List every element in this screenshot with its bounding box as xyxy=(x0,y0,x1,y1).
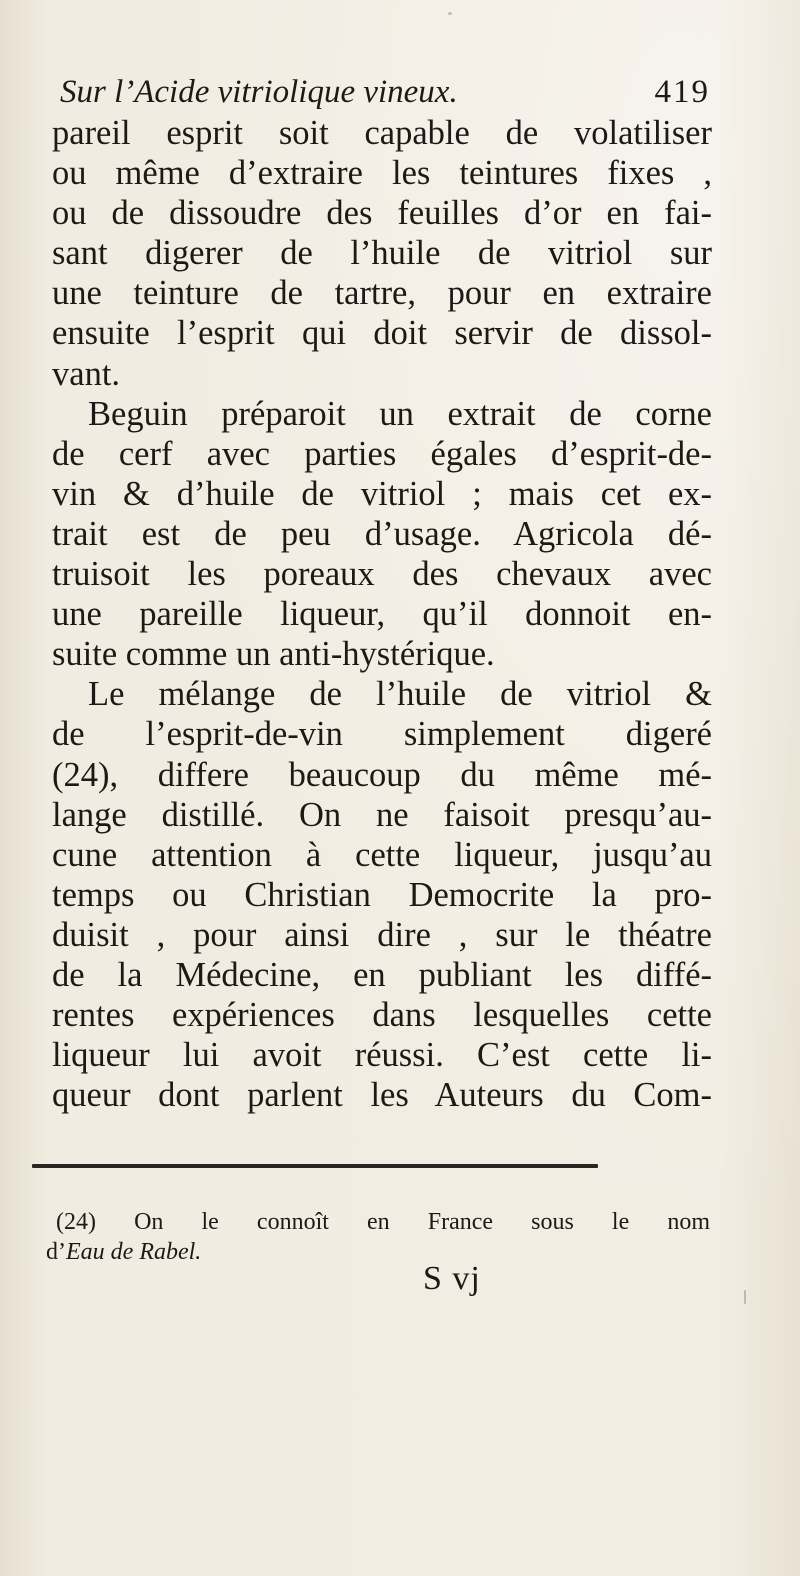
paper-speck xyxy=(448,12,452,15)
text-line: une teinture de tartre, pour en extraire xyxy=(52,274,712,313)
text-line: une pareille liqueur, qu’il donnoit en- xyxy=(52,595,712,634)
footnote-prefix: d’ xyxy=(46,1239,66,1265)
text-line: lange distillé. On ne faisoit presqu’au- xyxy=(52,795,712,834)
paper-speck xyxy=(744,1290,746,1304)
running-header xyxy=(60,70,710,114)
running-title: Sur l’Acide vitriolique vineux. xyxy=(60,74,458,110)
text-line: ensuite l’esprit qui doit servir de dissol- xyxy=(52,314,712,353)
text-line: de la Médecine, en publiant les diffé- xyxy=(52,955,712,994)
text-line: ou de dissoudre des feuilles d’or en fai- xyxy=(52,194,712,233)
text-line: ou même d’extraire les teintures fixes , xyxy=(52,154,712,193)
text-line: suite comme un anti-hystérique. xyxy=(52,635,495,674)
text-line: de l’esprit-de-vin simplement digeré xyxy=(52,715,712,754)
text-line: trait est de peu d’usage. Agricola dé- xyxy=(52,514,712,553)
footnote xyxy=(46,1207,710,1267)
text-line: queur dont parlent les Auteurs du Com- xyxy=(52,1076,712,1115)
signature-mark: S vj xyxy=(423,1260,481,1297)
text-line: liqueur lui avoit réussi. C’est cette li- xyxy=(52,1036,712,1075)
text-line: de cerf avec parties égales d’esprit-de- xyxy=(52,434,712,473)
text-line: Beguin préparoit un extrait de corne xyxy=(88,394,712,433)
text-line: vant. xyxy=(52,354,121,393)
footnote-line: (24) On le connoît en France sous le nom xyxy=(56,1209,710,1235)
text-line: Le mélange de l’huile de vitriol & xyxy=(88,675,712,714)
page-number: 419 xyxy=(654,74,710,110)
text-line: temps ou Christian Democrite la pro- xyxy=(52,875,712,914)
text-line: cune attention à cette liqueur, jusqu’au xyxy=(52,835,712,874)
text-line: pareil esprit soit capable de volatiliser xyxy=(52,114,712,152)
text-line: rentes expériences dans lesquelles cette xyxy=(52,996,712,1035)
footnote-rule xyxy=(32,1164,598,1168)
text-line: truisoit les poreaux des chevaux avec xyxy=(52,555,712,594)
footnote-line xyxy=(46,1237,710,1267)
text-line: (24), differe beaucoup du même mé- xyxy=(52,755,712,794)
text-line: duisit , pour ainsi dire , sur le théatre xyxy=(52,915,712,954)
body-text xyxy=(52,113,712,1115)
text-line: sant digerer de l’huile de vitriol sur xyxy=(52,234,712,273)
footnote-italic-term: Eau de Rabel. xyxy=(66,1239,202,1265)
text-line: vin & d’huile de vitriol ; mais cet ex- xyxy=(52,474,712,513)
